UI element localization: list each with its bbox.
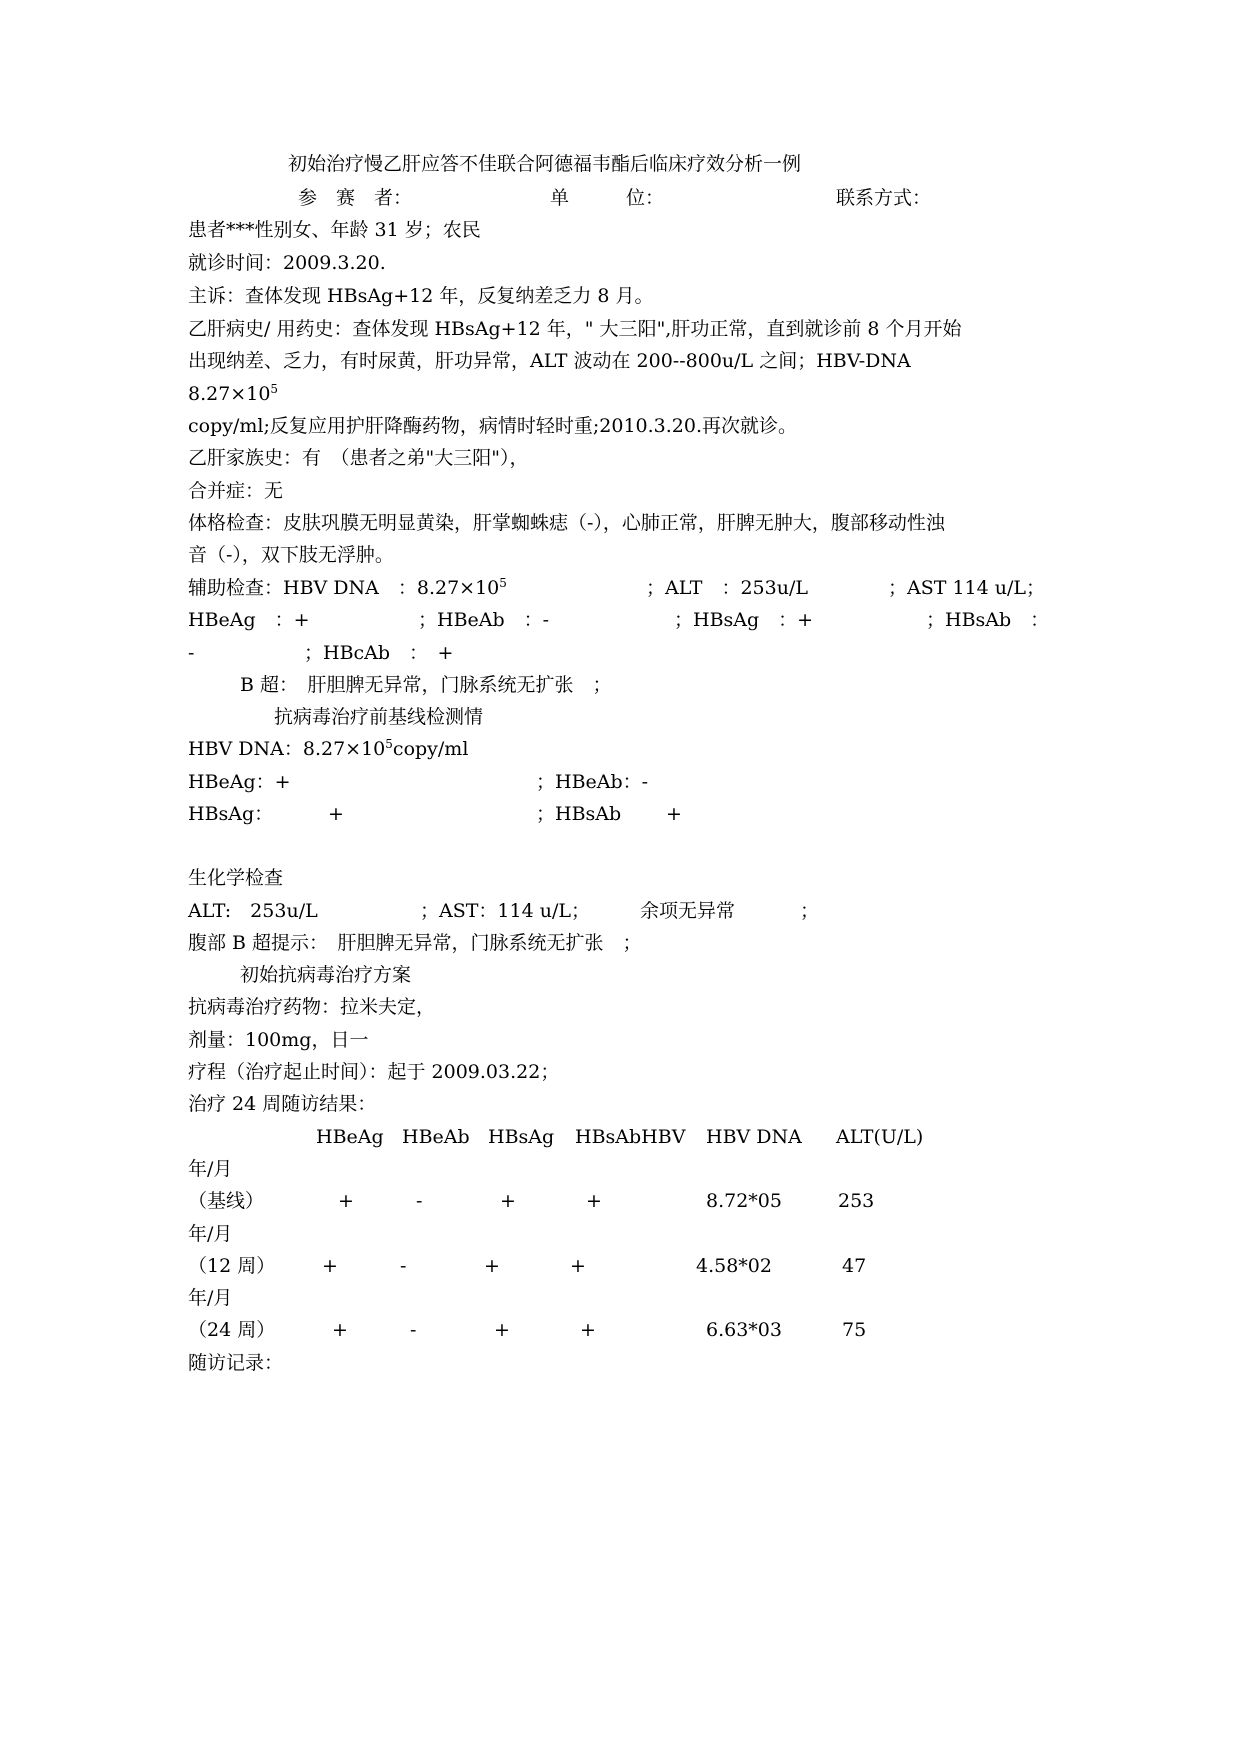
baseline-hbsag-value: + <box>328 803 344 825</box>
chief-complaint: 主诉：查体发现 HBsAg+12 年，反复纳差乏力 8 月。 <box>188 285 654 307</box>
visit-time: 就诊时间：2009.3.20. <box>188 252 386 274</box>
biochem-ast: ；AST：114 u/L； <box>420 900 590 922</box>
table-cell: + <box>494 1319 510 1341</box>
table-cell: + <box>500 1190 516 1212</box>
baseline-heading: 抗病毒治疗前基线检测情 <box>274 706 484 728</box>
biochem-b-ultrasound: 腹部 B 超提示： 肝胆脾无异常，门脉系统无扩张 ； <box>188 932 642 954</box>
table-header-hbsabhbv: HBsAbHBV <box>575 1126 686 1148</box>
aux-hbsag: ；HBsAg ：+ <box>674 609 814 631</box>
unit-label: 单 位： <box>550 187 665 209</box>
history-line-2: 出现纳差、乏力，有时尿黄，肝功异常，ALT 波动在 200--800u/L 之间；HBV-DNA <box>188 350 911 372</box>
treatment-drug: 抗病毒治疗药物：拉米夫定， <box>188 996 436 1018</box>
aux-hbcab: ；HBcAb ： + <box>304 642 454 664</box>
table-cell: + <box>484 1255 500 1277</box>
table-row-1-ym: 年/月 <box>188 1223 233 1245</box>
table-header-hbeab: HBeAb <box>402 1126 470 1148</box>
table-row-0-ym: 年/月 <box>188 1158 233 1180</box>
baseline-hbv-dna: HBV DNA：$8.27\times 10^5copy/ml$ <box>188 737 469 760</box>
patient-info: 患者***性别女、年龄 31 岁；农民 <box>188 219 481 241</box>
family-history: 乙肝家族史：有 （患者之弟"大三阳"）， <box>188 447 529 469</box>
table-cell: 4.58*02 <box>696 1255 772 1277</box>
biochem-rest: 余项无异常 <box>640 900 736 922</box>
followup-record: 随访记录： <box>188 1352 284 1374</box>
baseline-hbsab-label: ；HBsAb <box>536 803 622 825</box>
table-cell: 75 <box>842 1319 867 1341</box>
document-title: 初始治疗慢乙肝应答不佳联合阿德福韦酯后临床疗效分析一例 <box>288 153 802 175</box>
aux-hbsab-label: ；HBsAb ： <box>926 609 1050 631</box>
table-cell: + <box>580 1319 596 1341</box>
history-line-3: $8.27\times 10^5$ <box>188 382 279 405</box>
table-header-alt: ALT(U/L) <box>836 1126 924 1148</box>
contact-label: 联系方式： <box>836 187 932 209</box>
table-row-0-label: （基线） <box>188 1190 265 1212</box>
entrant-label: 参 赛 者： <box>298 187 413 209</box>
table-cell: - <box>410 1319 417 1341</box>
aux-hbsab-value: - <box>188 642 195 664</box>
aux-b-ultrasound: B 超： 肝胆脾无异常，门脉系统无扩张 ； <box>240 674 612 696</box>
table-row-2-ym: 年/月 <box>188 1287 233 1309</box>
table-header-hbv-dna: HBV DNA <box>706 1126 802 1148</box>
aux-hbeag: HBeAg ：+ <box>188 609 310 631</box>
table-cell: 8.72*05 <box>706 1190 782 1212</box>
table-cell: + <box>570 1255 586 1277</box>
table-cell: + <box>332 1319 348 1341</box>
table-cell: - <box>416 1190 423 1212</box>
table-cell: + <box>322 1255 338 1277</box>
table-cell: + <box>586 1190 602 1212</box>
baseline-hbeag: HBeAg：+ <box>188 771 291 793</box>
baseline-hbsab-value: + <box>666 803 682 825</box>
table-cell: 6.63*03 <box>706 1319 782 1341</box>
table-cell: - <box>400 1255 407 1277</box>
biochem-heading: 生化学检查 <box>188 867 284 889</box>
table-header-hbeag: HBeAg <box>316 1126 384 1148</box>
treatment-followup-heading: 治疗 24 周随访结果： <box>188 1093 377 1115</box>
baseline-hbeab: ；HBeAb：- <box>536 771 649 793</box>
table-cell: 253 <box>838 1190 875 1212</box>
treatment-course: 疗程（治疗起止时间）：起于 2009.03.22； <box>188 1061 560 1083</box>
history-line-1: 乙肝病史/ 用药史：查体发现 HBsAg+12 年，" 大三阳",肝功正常，直到就诊前 8 个月开始 <box>188 318 962 340</box>
table-header-hbsag: HBsAg <box>488 1126 555 1148</box>
treatment-heading: 初始抗病毒治疗方案 <box>240 964 412 986</box>
physical-exam-line-1: 体格检查：皮肤巩膜无明显黄染，肝掌蜘蛛痣（-），心肺正常，肝脾无肿大，腹部移动性浊 <box>188 512 945 534</box>
table-row-1-label: （12 周） <box>188 1255 276 1277</box>
biochem-rest-end: ； <box>800 900 820 922</box>
aux-alt: ；ALT ：253u/L <box>646 577 808 599</box>
treatment-dose: 剂量：100mg，日一 <box>188 1029 369 1051</box>
table-cell: + <box>338 1190 354 1212</box>
complication: 合并症：无 <box>188 480 284 502</box>
history-line-4: copy/ml;反复应用护肝降酶药物，病情时轻时重;2010.3.20.再次就诊。 <box>188 415 798 437</box>
baseline-hbsag-label: HBsAg： <box>188 803 274 825</box>
aux-ast: ；AST 114 u/L； <box>888 577 1046 599</box>
aux-hbeab: ；HBeAb ：- <box>418 609 550 631</box>
aux-hbv-dna: 辅助检查：HBV DNA ：$8.27\times 10^5$ <box>188 576 507 599</box>
physical-exam-line-2: 音（-），双下肢无浮肿。 <box>188 544 394 566</box>
table-cell: 47 <box>842 1255 867 1277</box>
table-row-2-label: （24 周） <box>188 1319 276 1341</box>
biochem-alt: ALT: 253u/L <box>188 900 318 922</box>
